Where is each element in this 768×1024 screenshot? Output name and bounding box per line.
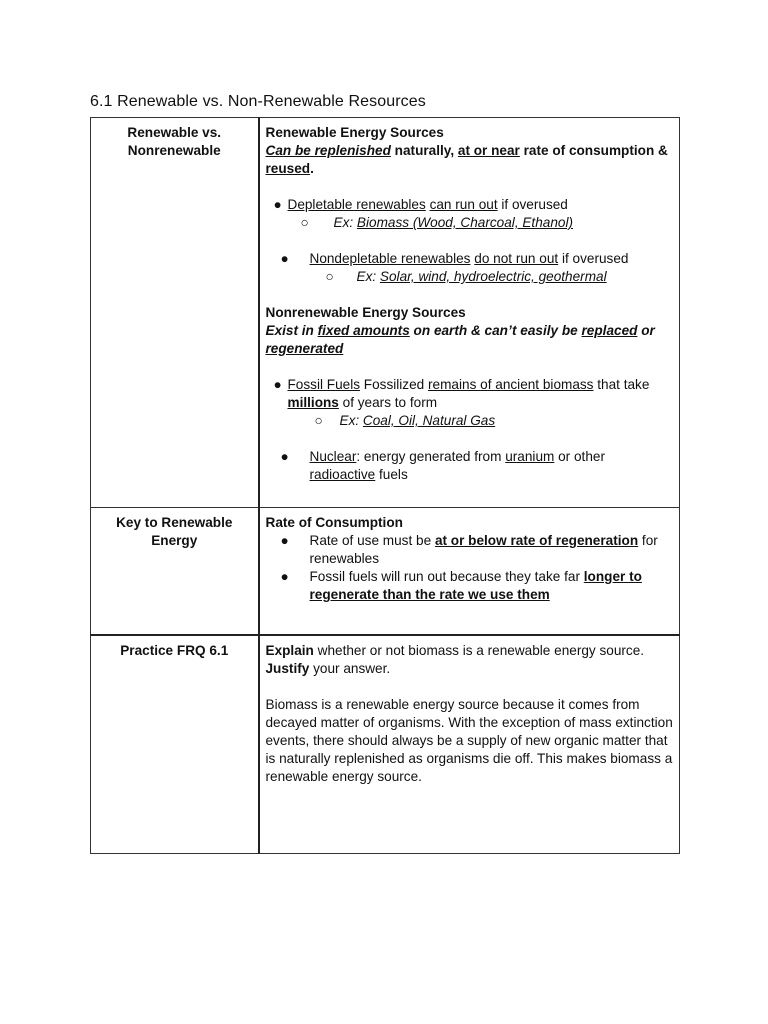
def-part: rate of consumption & <box>519 143 668 158</box>
bullet-dot: ● <box>280 569 289 584</box>
list-text: that take <box>593 377 650 392</box>
row-label: Practice FRQ 6.1 <box>91 635 259 854</box>
nonrenewable-heading: Nonrenewable Energy Sources <box>265 305 466 320</box>
list-text: at or below rate of regeneration <box>434 533 639 548</box>
def-part: . <box>310 161 314 176</box>
list-item <box>326 268 674 286</box>
list-text: millions <box>287 395 339 410</box>
def-part: Can be replenished <box>265 143 391 158</box>
table-row <box>91 118 680 508</box>
list-text: if overused <box>497 197 568 212</box>
bullet-dot: ● <box>273 377 282 392</box>
list-text: Fossil fuels will run out because they take far <box>309 569 584 584</box>
list-text: do not run out <box>474 251 559 266</box>
list-text: radioactive <box>309 467 376 482</box>
def-part: regenerated <box>265 341 344 356</box>
list-text: remains of ancient biomass <box>428 377 594 392</box>
list-text: or other <box>554 449 605 464</box>
bullet-circle: ○ <box>314 413 323 428</box>
list-item <box>301 214 674 232</box>
row-label: Renewable vs. Nonrenewable <box>91 118 259 508</box>
table-row <box>91 508 680 636</box>
table-row <box>91 635 680 854</box>
list-text: : energy generated from <box>356 449 506 464</box>
list-item <box>274 196 674 214</box>
question-part: your answer. <box>309 661 391 676</box>
def-part: fixed amounts <box>317 323 410 338</box>
list-item <box>281 448 674 484</box>
list-text: uranium <box>505 449 555 464</box>
row-content <box>259 118 680 508</box>
def-part: reused <box>265 161 311 176</box>
def-part: Exist in <box>265 323 318 338</box>
frq-answer: Biomass is a renewable energy source because it comes from decayed matter of organisms. With the exception of mass extinction events, there should always be a supply of new organic matter that is naturally replenished as organisms die off. This makes biomass a renewable energy source. <box>265 697 673 784</box>
question-part: whether or not biomass is a renewable energy source. <box>313 643 645 658</box>
list-text: if overused <box>558 251 629 266</box>
list-text: can run out <box>429 197 498 212</box>
list-text: Nondepletable renewables <box>309 251 471 266</box>
list-item <box>281 532 674 568</box>
bullet-dot: ● <box>280 251 289 266</box>
list-text: longer to regenerate than the rate we use them <box>309 569 642 602</box>
list-item <box>274 376 674 412</box>
question-part: Justify <box>265 661 310 676</box>
bullet-dot: ● <box>280 533 289 548</box>
list-text: Rate of use must be <box>309 533 435 548</box>
frq-question <box>266 642 674 678</box>
notes-table <box>90 117 680 854</box>
def-part: naturally, <box>390 143 458 158</box>
list-item <box>281 568 674 604</box>
list-text: Nuclear <box>309 449 357 464</box>
renewable-definition <box>266 142 674 178</box>
list-text: Biomass (Wood, Charcoal, Ethanol) <box>356 215 574 230</box>
bullet-circle: ○ <box>325 269 334 284</box>
list-text: Ex: <box>333 215 357 230</box>
page-title: 6.1 Renewable vs. Non-Renewable Resources <box>90 93 426 110</box>
bullet-dot: ● <box>273 197 282 212</box>
list-text: Ex: <box>356 269 380 284</box>
renewable-heading: Renewable Energy Sources <box>265 125 444 140</box>
list-text: for renewables <box>309 533 658 566</box>
list-text: Solar, wind, hydroelectric, geothermal <box>379 269 607 284</box>
list-text: of years to form <box>338 395 438 410</box>
question-part: Explain <box>265 643 314 658</box>
bullet-dot: ● <box>280 449 289 464</box>
row-content <box>259 635 680 854</box>
rate-heading: Rate of Consumption <box>265 515 403 530</box>
list-text: Ex: <box>339 413 363 428</box>
row-content <box>259 508 680 636</box>
list-item <box>315 412 674 430</box>
list-text: Coal, Oil, Natural Gas <box>362 413 496 428</box>
bullet-circle: ○ <box>300 215 309 230</box>
nonrenewable-definition <box>266 322 674 358</box>
def-part: on earth & can’t easily be <box>409 323 582 338</box>
list-text: Fossilized <box>360 377 429 392</box>
list-text: Fossil Fuels <box>287 377 361 392</box>
list-text: fuels <box>375 467 408 482</box>
def-part: at or near <box>457 143 520 158</box>
list-item <box>281 250 674 268</box>
row-label: Key to Renewable Energy <box>91 508 259 636</box>
def-part: replaced <box>581 323 638 338</box>
def-part: or <box>637 323 655 338</box>
list-text: Depletable renewables <box>287 197 426 212</box>
